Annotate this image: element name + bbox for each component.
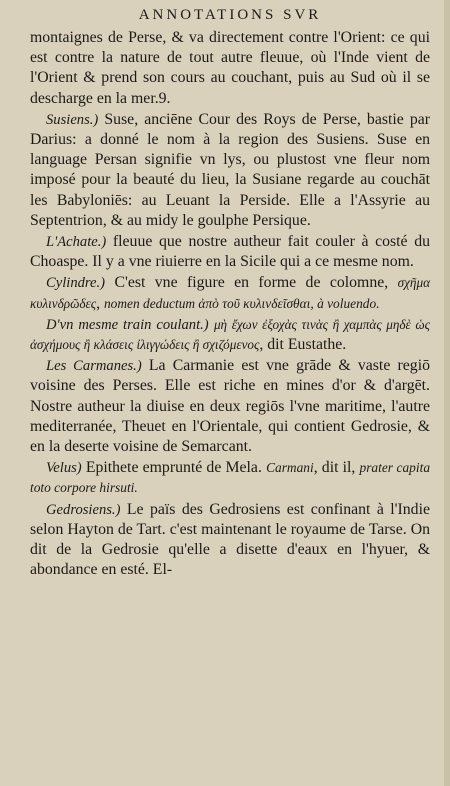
latin-text: prater capita toto corpore hirsuti. [30,460,431,496]
annotation-paragraph [30,232,430,272]
annotation-paragraph [30,273,430,313]
page-edge [444,0,450,786]
latin-text: nomen deductum ἀπὸ τοῦ κυλινδεῖσθαι, à voluendo. [103,295,380,311]
annotation-paragraph [30,315,430,355]
annotation-term: Susiens.) [46,111,99,128]
annotation-text: montaignes de Perse, & va directement contre l'Orient: ce qui est contre la nature de tout autre fleuue, où l'Inde vient de l'Orient & prend son cours au couchant, puis au Sud où il se descharge en la mer.9. [30,29,430,107]
annotation-term: Velus) [46,460,82,477]
annotation-text: , dit il, [313,459,360,477]
annotation-term: D'vn mesme train coulant.) [46,316,209,333]
annotation-paragraph [30,500,430,581]
running-header: ANNOTATIONS SVR [138,7,322,23]
annotation-paragraph [30,458,430,498]
greek-text: σχῆμα κυλινδρῶδες [30,275,430,311]
annotation-text: Le païs des Gedrosiens est confinant à l'Indie selon Hayton de Tart. c'est maintenant le royaume de Tarse. On dit de la Gedrosie qu'elle a disette d'eaux en l'hyuer, & abondance en esté. El- [30,500,430,579]
annotation-text: Suse, anciēne Cour des Roys de Perse, bastie par Darius: a donné le nom à la region des Susiens. Suse en language Persan signifie vn lys, ou plustost vne fleur nom imposé pour la beauté du lieu, la Susiane regarde au couchāt les Babyloniēs: au Leuant la Perside. Elle a l'Assyrie au Septentrion, & au midy le goulphe Persique. [30,110,430,229]
annotation-text: , dit Eustathe. [259,336,347,354]
page-body [30,28,430,580]
annotation-paragraph [30,356,430,457]
annotation-term: Cylindre.) [46,275,106,292]
annotation-text: Epithete emprunté de Mela. [81,459,267,477]
annotation-term: Les Carmanes.) [46,358,142,375]
annotation-text: La Carmanie est vne grāde & vaste regiō voisine des Perses. Elle est riche en mines d'or & d'argēt. Nostre autheur la diuise en deux regiōs l'vne maritime, l'autre mediterranée, Theuet en l'Orientale, qui contient Gedrosie, & en la deserte voisine de Semarcant. [30,357,430,456]
annotation-text: C'est vne figure en forme de colomne, [105,274,398,292]
annotation-term: Gedrosiens.) [46,501,121,518]
annotation-paragraph [30,110,430,231]
annotation-text: fleuue que nostre autheur fait couler à costé du Choaspe. Il y a vne riuierre en la Sicile qui a ce mesme nom. [30,233,430,271]
annotation-paragraph [30,28,430,109]
annotation-text: , [96,294,104,312]
annotation-term: L'Achate.) [46,234,107,251]
greek-text: μὴ ἔχων ἐξοχὰς τινὰς ἢ χαμπὰς μηδὲ ὡς ἀσχήμους ἢ κλάσεις ἰλιγγώδεις ἢ σχιζόμενος [30,316,431,353]
latin-text: Carmani [266,460,314,476]
